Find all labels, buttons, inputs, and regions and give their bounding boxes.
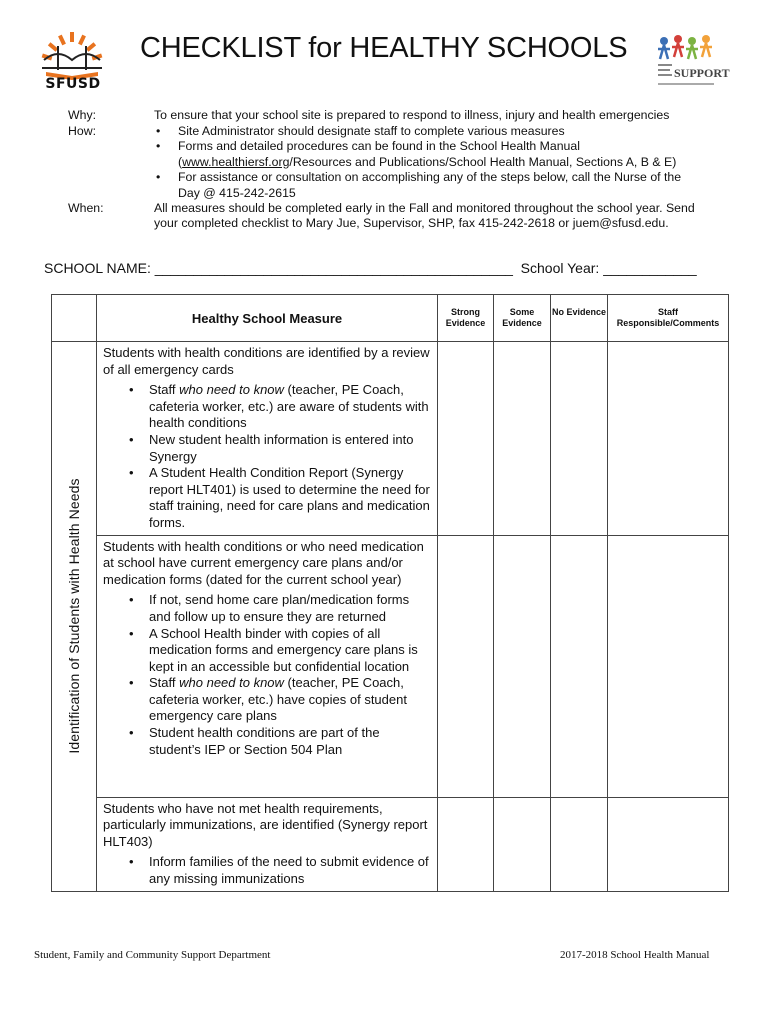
bullet-text: Staff [149, 675, 180, 691]
when-text [154, 201, 695, 232]
measure-intro: Students with health conditions are identified by a review of all emergency cards [103, 345, 430, 377]
how-item-text-cont: Day @ 415-242-2615 [178, 185, 296, 200]
table-header-row [52, 295, 729, 342]
page-title: CHECKLIST for HEALTHY SCHOOLS [140, 32, 628, 64]
school-info-line [44, 260, 724, 276]
bullet-text: Staff [149, 382, 180, 398]
staff-comments-cell[interactable] [608, 342, 729, 536]
why-text: To ensure that your school site is prepared to respond to illness, injury and health emergencies [154, 108, 670, 122]
some-evidence-cell[interactable] [494, 797, 551, 891]
when-line: your completed checklist to Mary Jue, Supervisor, SHP, fax 415-242-2618 or juem@sfusd.edu. [154, 216, 669, 231]
measure-bullet: • Inform families of the need to submit evidence of any missing immunizations [149, 854, 431, 887]
when-line: All measures should be completed early in the Fall and monitored throughout the school year. Send [154, 201, 695, 215]
support-logo-icon [654, 33, 730, 91]
measure-bullet: • New student health information is entered into Synergy [149, 432, 431, 465]
footer-manual-year: 2017-2018 School Health Manual [560, 949, 710, 961]
how-item: • Site Administrator should designate staff to complete various measures [154, 124, 720, 139]
no-evidence-cell[interactable] [551, 342, 608, 536]
how-label: How: [68, 124, 97, 138]
how-item-text: Forms and detailed procedures can be found in the School Health Manual [178, 139, 580, 154]
staff-comments-cell[interactable] [608, 797, 729, 891]
measure-cell [97, 342, 438, 536]
header-blank-cell [52, 295, 97, 342]
school-year-field[interactable]: ____________ [603, 260, 697, 276]
sfusd-logo-text: SFUSD [45, 76, 101, 92]
section-label-cell [52, 342, 97, 892]
healthiersf-link[interactable]: www.healthiersf.org [182, 154, 290, 169]
measure-bullet: • If not, send home care plan/medication forms and follow up to ensure they are returned [149, 592, 431, 625]
staff-comments-cell[interactable] [608, 535, 729, 797]
how-item-text: For assistance or consultation on accomplishing any of the steps below, call the Nurse of the [178, 170, 682, 185]
how-list [154, 124, 720, 201]
measure-bullet [149, 382, 431, 432]
measure-intro: Students who have not met health requirements, particularly immunizations, are identified (Synergy report HLT403) [103, 800, 428, 849]
how-item [154, 170, 720, 201]
header-staff-comments: Staff Responsible/Comments [608, 295, 729, 342]
header-measure: Healthy School Measure [97, 295, 438, 342]
measure-cell [97, 535, 438, 797]
footer-department: Student, Family and Community Support Department [34, 949, 271, 961]
header-no-evidence: No Evidence [551, 295, 608, 342]
measure-bullet: • Student health conditions are part of the student’s IEP or Section 504 Plan [149, 725, 431, 758]
bullet-text: (teacher, PE Coach, cafeteria worker, etc.) have copies of student emergency care plans [149, 675, 407, 724]
school-name-label: SCHOOL NAME: [44, 260, 155, 276]
header-some-evidence: Some Evidence [494, 295, 551, 342]
when-label: When: [68, 201, 104, 215]
how-item: • Forms and detailed procedures can be found in the School Health Manual (www.healthiersf.org/Resources and Publications/School Health Manual, Sections A, B & E) [154, 139, 720, 170]
why-label: Why: [68, 108, 97, 122]
header-strong-evidence: Strong Evidence [438, 295, 494, 342]
school-year-label: School Year: [512, 260, 604, 276]
some-evidence-cell[interactable] [494, 535, 551, 797]
no-evidence-cell[interactable] [551, 797, 608, 891]
some-evidence-cell[interactable] [494, 342, 551, 536]
bullet-text: (teacher, PE Coach, cafeteria worker, etc.) are aware of students with health conditions [149, 382, 429, 431]
school-name-field[interactable]: ______________________________________________ [154, 260, 513, 276]
no-evidence-cell[interactable] [551, 535, 608, 797]
checklist-table [51, 294, 729, 892]
bullet-emphasis: who need to know [179, 675, 284, 691]
strong-evidence-cell[interactable] [438, 535, 494, 797]
section-label: Identification of Students with Health Needs [66, 478, 82, 754]
how-item-text-cont: /Resources and Publications/School Health Manual, Sections A, B & E) [289, 154, 677, 169]
measure-bullet [149, 675, 431, 725]
table-row [52, 535, 729, 797]
measure-bullet: • A School Health binder with copies of all medication forms and emergency care plans is kept in an accessible but confidential location [149, 626, 431, 676]
strong-evidence-cell[interactable] [438, 797, 494, 891]
table-row [52, 797, 729, 891]
measure-bullet: • A Student Health Condition Report (Synergy report HLT401) is used to determine the need for staff training, need for care plans and medication forms. [149, 465, 431, 531]
strong-evidence-cell[interactable] [438, 342, 494, 536]
measure-cell [97, 797, 438, 891]
table-row [52, 342, 729, 536]
measure-intro: Students with health conditions or who need medication at school have current emergency care plans and/or medication forms (dated for the current school year) [103, 538, 424, 587]
bullet-emphasis: who need to know [179, 382, 284, 398]
support-logo-text: SUPPORT [674, 66, 730, 80]
